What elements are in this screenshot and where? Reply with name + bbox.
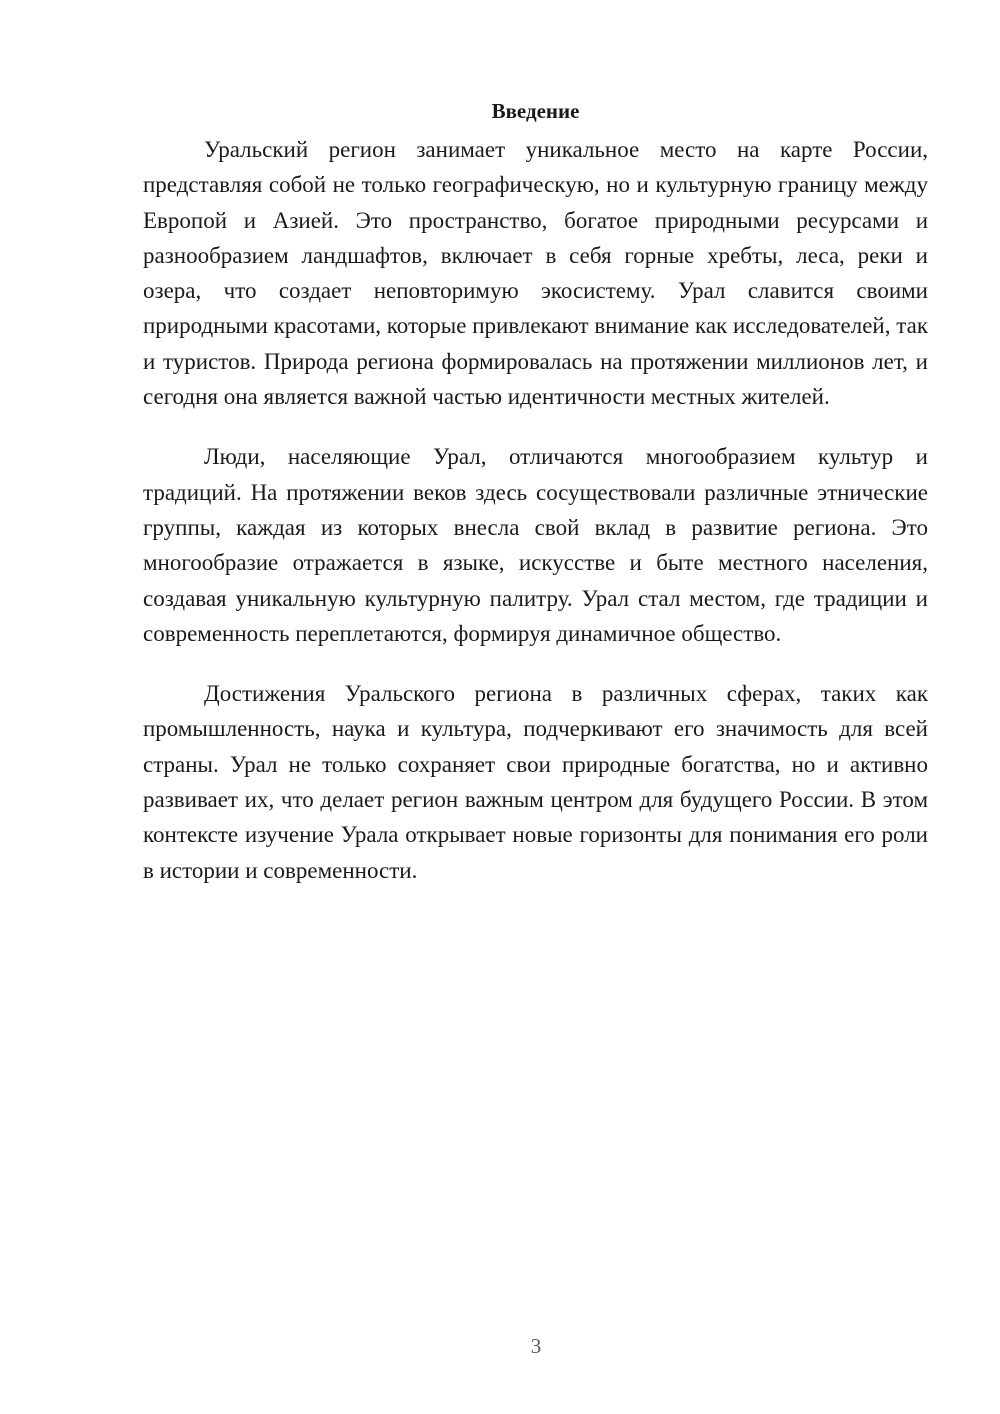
page-number: 3: [530, 1334, 542, 1358]
paragraph-1: Уральский регион занимает уникальное место на карте России, представляя собой не только географическую, но и культурную границу между Европой и Азией. Это пространство, богатое природными ресурсами и разнообразием ландшафтов, включает в себя горные хребты, леса, реки и озера, что создает неповторимую экосистему. Урал славится своими природными красотами, которые привлекают внимание как исследователей, так и туристов. Природа региона формировалась на протяжении миллионов лет, и сегодня она является важной частью идентичности местных жителей.: [143, 137, 928, 410]
section-heading: Введение: [491, 99, 580, 123]
paragraph-2: Люди, населяющие Урал, отличаются многообразием культур и традиций. На протяжении веков здесь сосуществовали различные этнические группы, каждая из которых внесла свой вклад в развитие региона. Это многообразие отражается в языке, искусстве и быте местного населения, создавая уникальную культурную палитру. Урал стал местом, где традиции и современность переплетаются, формируя динамичное общество.: [143, 444, 928, 646]
paragraph-3: Достижения Уральского региона в различных сферах, таких как промышленность, наука и культура, подчеркивают его значимость для всей страны. Урал не только сохраняет свои природные богатства, но и активно развивает их, что делает регион важным центром для будущего России. В этом контексте изучение Урала открывает новые горизонты для понимания его роли в истории и современности.: [143, 681, 928, 883]
page-content: [143, 96, 928, 888]
